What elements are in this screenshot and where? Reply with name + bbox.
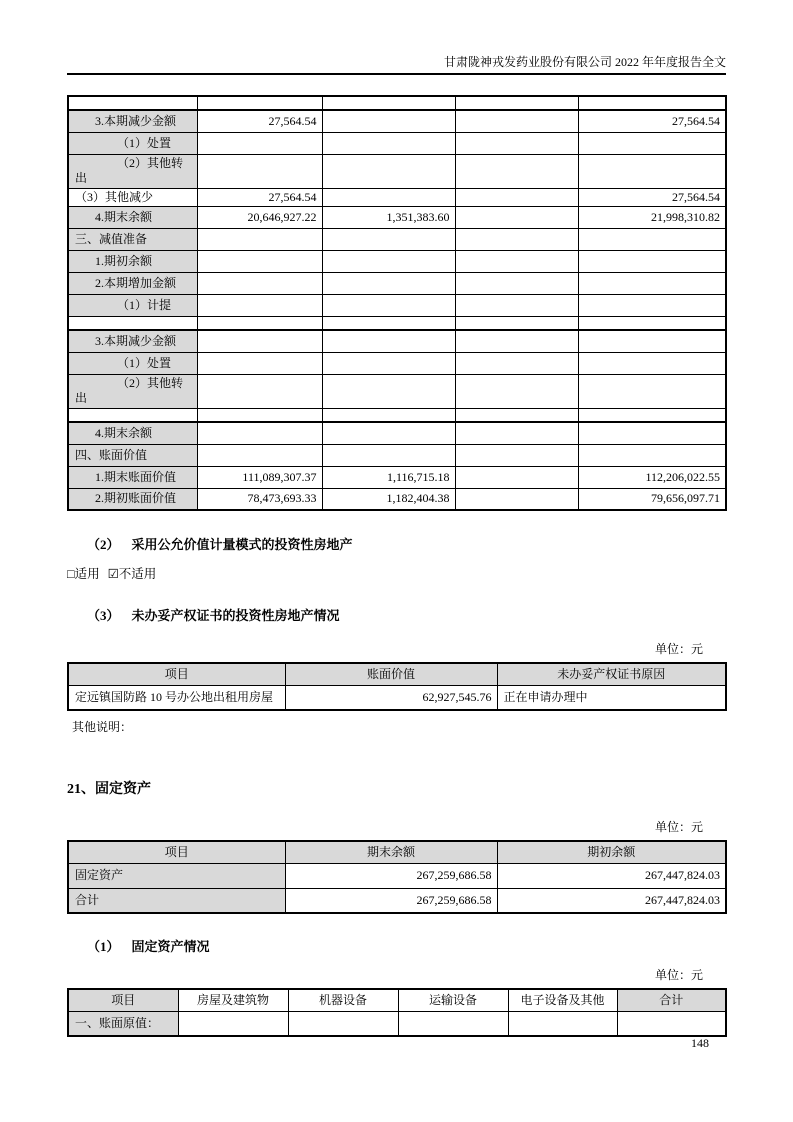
row-label-cell: 一、账面原值：	[68, 1011, 178, 1036]
value-cell	[455, 188, 578, 206]
table-row	[68, 250, 726, 272]
value-cell	[578, 272, 726, 294]
table-row	[68, 444, 726, 466]
value-cell	[455, 206, 578, 228]
value-cell	[322, 188, 455, 206]
value-cell	[197, 228, 322, 250]
row-label-cell	[68, 96, 197, 110]
value-cell	[197, 316, 322, 330]
table-row	[68, 206, 726, 228]
table-row	[68, 154, 726, 188]
column-header-cell: 期末余额	[285, 841, 497, 863]
value-cell	[455, 374, 578, 408]
checkbox-checked-icon: ☑	[107, 567, 119, 581]
not-applicable-label: 不适用	[118, 567, 157, 581]
value-cell	[578, 374, 726, 408]
table-row	[68, 294, 726, 316]
page-number: 148	[691, 1036, 709, 1050]
investment-property-detail-table	[67, 95, 727, 511]
value-cell	[197, 352, 322, 374]
value-cell: 79,656,097.71	[578, 488, 726, 510]
value-cell	[322, 96, 455, 110]
value-cell	[578, 408, 726, 422]
row-label-cell: 3.本期减少金额	[68, 110, 197, 132]
fixed-assets-detail-table	[67, 988, 727, 1037]
value-cell: 27,564.54	[578, 110, 726, 132]
value-cell	[322, 110, 455, 132]
value-cell	[578, 352, 726, 374]
value-cell	[455, 96, 578, 110]
value-cell	[508, 1011, 617, 1036]
value-cell: 27,564.54	[578, 188, 726, 206]
value-cell	[197, 444, 322, 466]
column-header-cell: 账面价值	[285, 663, 497, 685]
table-row	[68, 422, 726, 444]
value-cell	[578, 96, 726, 110]
value-cell	[455, 352, 578, 374]
column-header-cell: 机器设备	[288, 989, 398, 1011]
row-label-cell: 2.期初账面价值	[68, 488, 197, 510]
value-cell: 111,089,307.37	[197, 466, 322, 488]
report-title: 甘肃陇神戎发药业股份有限公司 2022 年年度报告全文	[443, 55, 726, 69]
table-row	[68, 374, 726, 408]
value-cell	[288, 1011, 398, 1036]
value-cell	[322, 408, 455, 422]
other-notes-label: 其他说明：	[72, 720, 133, 734]
value-cell: 21,998,310.82	[578, 206, 726, 228]
value-cell	[578, 228, 726, 250]
value-cell	[578, 422, 726, 444]
value-cell	[322, 316, 455, 330]
section-21-1-number: （1）	[87, 939, 120, 954]
value-cell	[197, 132, 322, 154]
table-row	[68, 272, 726, 294]
row-label-cell	[68, 408, 197, 422]
header-row	[68, 663, 726, 685]
value-cell	[455, 466, 578, 488]
table-row	[68, 1011, 726, 1036]
value-cell	[197, 408, 322, 422]
value-cell	[455, 330, 578, 352]
checkbox-unchecked-icon: □	[67, 567, 75, 581]
value-cell: 27,564.54	[197, 110, 322, 132]
value-cell	[197, 272, 322, 294]
value-cell	[455, 110, 578, 132]
value-cell	[455, 132, 578, 154]
section-2-number: （2）	[87, 537, 120, 552]
value-cell	[178, 1011, 288, 1036]
table-row	[68, 352, 726, 374]
value-cell	[322, 374, 455, 408]
value-cell	[578, 132, 726, 154]
value-cell	[455, 488, 578, 510]
column-header-cell: 未办妥产权证书原因	[497, 663, 726, 685]
value-cell: 1,116,715.18	[322, 466, 455, 488]
row-label-cell: （1）处置	[68, 352, 197, 374]
row-label-cell: （1）计提	[68, 294, 197, 316]
page-header	[67, 0, 726, 75]
value-cell	[197, 422, 322, 444]
value-cell	[322, 272, 455, 294]
column-header-cell: 电子设备及其他	[508, 989, 617, 1011]
column-header-cell: 期初余额	[497, 841, 726, 863]
value-cell	[398, 1011, 508, 1036]
value-cell: 267,259,686.58	[285, 888, 497, 913]
value-cell	[617, 1011, 726, 1036]
value-cell	[322, 294, 455, 316]
header-row	[68, 989, 726, 1011]
row-label-cell: （1）处置	[68, 132, 197, 154]
applicability-line	[67, 566, 726, 582]
value-cell	[322, 444, 455, 466]
row-label-cell: （3）其他减少	[68, 188, 197, 206]
table-row	[68, 330, 726, 352]
value-cell	[197, 374, 322, 408]
table-row	[68, 685, 726, 710]
table-row	[68, 316, 726, 330]
unregistered-property-table	[67, 662, 727, 711]
column-header-cell: 项目	[68, 663, 285, 685]
section-3-number: （3）	[87, 608, 120, 623]
value-cell: 267,447,824.03	[497, 888, 726, 913]
value-cell	[197, 96, 322, 110]
value-cell	[322, 228, 455, 250]
value-cell	[578, 444, 726, 466]
table-row	[68, 188, 726, 206]
unit-label: 单位：元	[654, 820, 703, 834]
section-21-1-title: 固定资产情况	[131, 939, 210, 954]
value-cell	[455, 272, 578, 294]
fixed-assets-summary-table	[67, 840, 727, 914]
header-row	[68, 841, 726, 863]
row-label-cell: 四、账面价值	[68, 444, 197, 466]
applicable-label: 适用	[74, 567, 100, 581]
row-label-cell: 4.期末余额	[68, 206, 197, 228]
value-cell	[197, 330, 322, 352]
value-cell: 267,447,824.03	[497, 863, 726, 888]
column-header-cell: 项目	[68, 841, 285, 863]
value-cell: 112,206,022.55	[578, 466, 726, 488]
column-header-cell: 合计	[617, 989, 726, 1011]
unit-label: 单位：元	[654, 642, 703, 656]
table-row	[68, 96, 726, 110]
value-cell	[197, 294, 322, 316]
value-cell	[322, 330, 455, 352]
value-cell	[455, 250, 578, 272]
row-label-cell: 合计	[68, 888, 285, 913]
value-cell	[197, 250, 322, 272]
row-label-cell: 4.期末余额	[68, 422, 197, 444]
page-content	[67, 0, 726, 1037]
value-cell	[322, 132, 455, 154]
table-row	[68, 110, 726, 132]
section-2-title: 采用公允价值计量模式的投资性房地产	[131, 537, 353, 552]
table-row	[68, 863, 726, 888]
value-cell: 正在申请办理中	[497, 685, 726, 710]
row-label-cell: 三、减值准备	[68, 228, 197, 250]
value-cell	[455, 444, 578, 466]
column-header-cell: 运输设备	[398, 989, 508, 1011]
row-label-cell: 2.本期增加金额	[68, 272, 197, 294]
row-label-cell: 3.本期减少金额	[68, 330, 197, 352]
value-cell	[578, 154, 726, 188]
row-label-cell: 固定资产	[68, 863, 285, 888]
value-cell: 20,646,927.22	[197, 206, 322, 228]
value-cell	[455, 294, 578, 316]
value-cell: 1,182,404.38	[322, 488, 455, 510]
value-cell	[322, 352, 455, 374]
column-header-cell: 项目	[68, 989, 178, 1011]
value-cell	[455, 228, 578, 250]
table-row	[68, 408, 726, 422]
value-cell	[455, 422, 578, 444]
section-21-heading: 21、固定资产	[67, 782, 151, 797]
value-cell	[455, 316, 578, 330]
value-cell	[197, 154, 322, 188]
column-header-cell: 房屋及建筑物	[178, 989, 288, 1011]
value-cell: 78,473,693.33	[197, 488, 322, 510]
value-cell: 267,259,686.58	[285, 863, 497, 888]
table-row	[68, 466, 726, 488]
value-cell: 27,564.54	[197, 188, 322, 206]
value-cell	[455, 154, 578, 188]
row-label-cell: （2）其他转出	[68, 154, 197, 188]
value-cell	[578, 316, 726, 330]
unit-label: 单位：元	[654, 968, 703, 982]
value-cell	[322, 154, 455, 188]
row-label-cell	[68, 316, 197, 330]
value-cell	[322, 422, 455, 444]
value-cell: 1,351,383.60	[322, 206, 455, 228]
section-3-title: 未办妥产权证书的投资性房地产情况	[131, 608, 340, 623]
value-cell	[322, 250, 455, 272]
section-21-1-heading	[87, 939, 726, 955]
value-cell	[578, 330, 726, 352]
table-row	[68, 228, 726, 250]
section-3-heading	[87, 608, 726, 624]
value-cell	[578, 294, 726, 316]
row-label-cell: 1.期初余额	[68, 250, 197, 272]
table-row	[68, 488, 726, 510]
table-row	[68, 132, 726, 154]
table-row	[68, 888, 726, 913]
row-label-cell: 1.期末账面价值	[68, 466, 197, 488]
value-cell	[455, 408, 578, 422]
row-label-cell: （2）其他转出	[68, 374, 197, 408]
row-label-cell: 定远镇国防路 10 号办公地出租用房屋	[68, 685, 285, 710]
value-cell	[578, 250, 726, 272]
section-2-heading	[87, 537, 726, 553]
value-cell: 62,927,545.76	[285, 685, 497, 710]
